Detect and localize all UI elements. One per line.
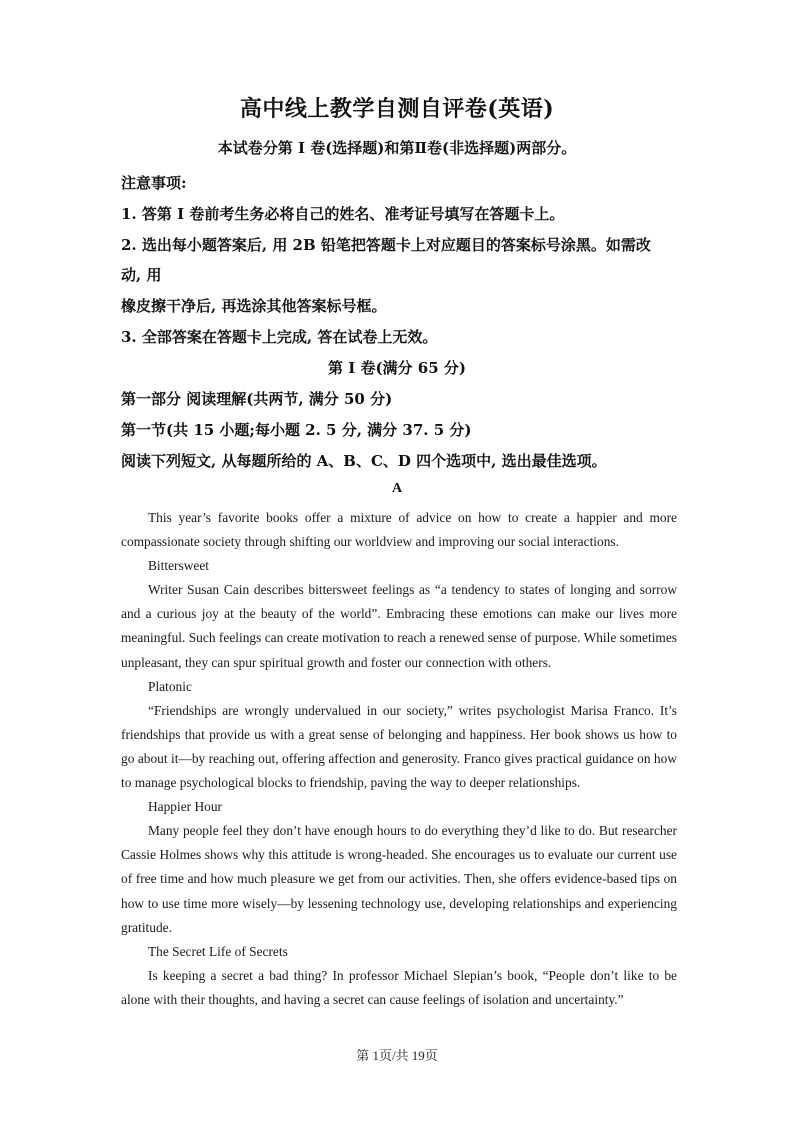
book-text-platonic: “Friendships are wrongly undervalued in our society,” writes psychologist Marisa Franco. It’s friendships that provide us with a great sense of belonging and happiness. Her book shows us how to go about it—by reaching out, offering affection and generosity. Franco gives practical guidance on how to manage psychological blocks to friendship, paving the way to deeper relationships. <box>121 702 677 791</box>
note-item-3: 3. 全部答案在答题卡上完成, 答在试卷上无效。 <box>121 328 438 346</box>
book-title-platonic: Platonic <box>148 678 192 694</box>
exam-subtitle: 本试卷分第 I 卷(选择题)和第Ⅱ卷(非选择题)两部分。 <box>217 139 577 157</box>
passage-intro: This year’s favorite books offer a mixture of advice on how to create a happier and more compassionate society through shifting our worldview and improving our social interactions. <box>121 510 677 550</box>
reading-instruction: 阅读下列短文, 从每题所给的 A、B、C、D 四个选项中, 选出最佳选项。 <box>121 452 607 470</box>
book-title-happier-hour: Happier Hour <box>148 799 222 815</box>
book-title-bittersweet: Bittersweet <box>148 558 209 574</box>
notes-heading: 注意事项: <box>121 174 187 192</box>
note-item-2-line-1: 2. 选出每小题答案后, 用 2B 铅笔把答题卡上对应题目的答案标号涂黑。如需改 <box>121 236 651 254</box>
book-title-secret-life: The Secret Life of Secrets <box>148 943 288 959</box>
page-indicator: 第 1页/共 19页 <box>356 1048 438 1063</box>
note-item-1: 1. 答第 I 卷前考生务必将自己的姓名、准考证号填写在答题卡上。 <box>121 205 565 223</box>
exam-title: 高中线上教学自测自评卷(英语) <box>239 96 555 122</box>
passage-label: A <box>391 481 403 496</box>
book-text-secret-life: Is keeping a secret a bad thing? In professor Michael Slepian’s book, “People don’t like to be alone with their thoughts, and having a secret can cause feelings of isolation and uncertainty.” <box>121 967 677 1007</box>
book-text-bittersweet: Writer Susan Cain describes bittersweet feelings as “a tendency to states of longing and sorrow and a curious joy at the beauty of the world”. Embracing these emotions can make our lives more meaningful. Such feelings can create motivation to reach a renewed sense of purpose. While sometimes unpleasant, they can spur spiritual growth and foster our connection with others. <box>121 582 677 670</box>
note-item-2-line-2: 动, 用 <box>121 266 162 284</box>
book-text-happier-hour: Many people feel they don’t have enough hours to do everything they’d like to do. But researcher Cassie Holmes shows why this attitude is wrong-headed. She encourages us to evaluate our current use of free time and how much pleasure we get from our activities. Then, she offers evidence-based tips on how to use time more wisely—by lessening technology use, developing relationships and experiencing gratitude. <box>121 823 677 935</box>
part-heading: 第一部分 阅读理解(共两节, 满分 50 分) <box>121 390 393 408</box>
note-item-2-line-3: 橡皮擦干净后, 再选涂其他答案标号框。 <box>121 297 387 315</box>
passage-a <box>121 506 677 1012</box>
volume-title: 第 I 卷(满分 65 分) <box>328 359 466 377</box>
section-heading: 第一节(共 15 小题;每小题 2. 5 分, 满分 37. 5 分) <box>121 421 472 439</box>
